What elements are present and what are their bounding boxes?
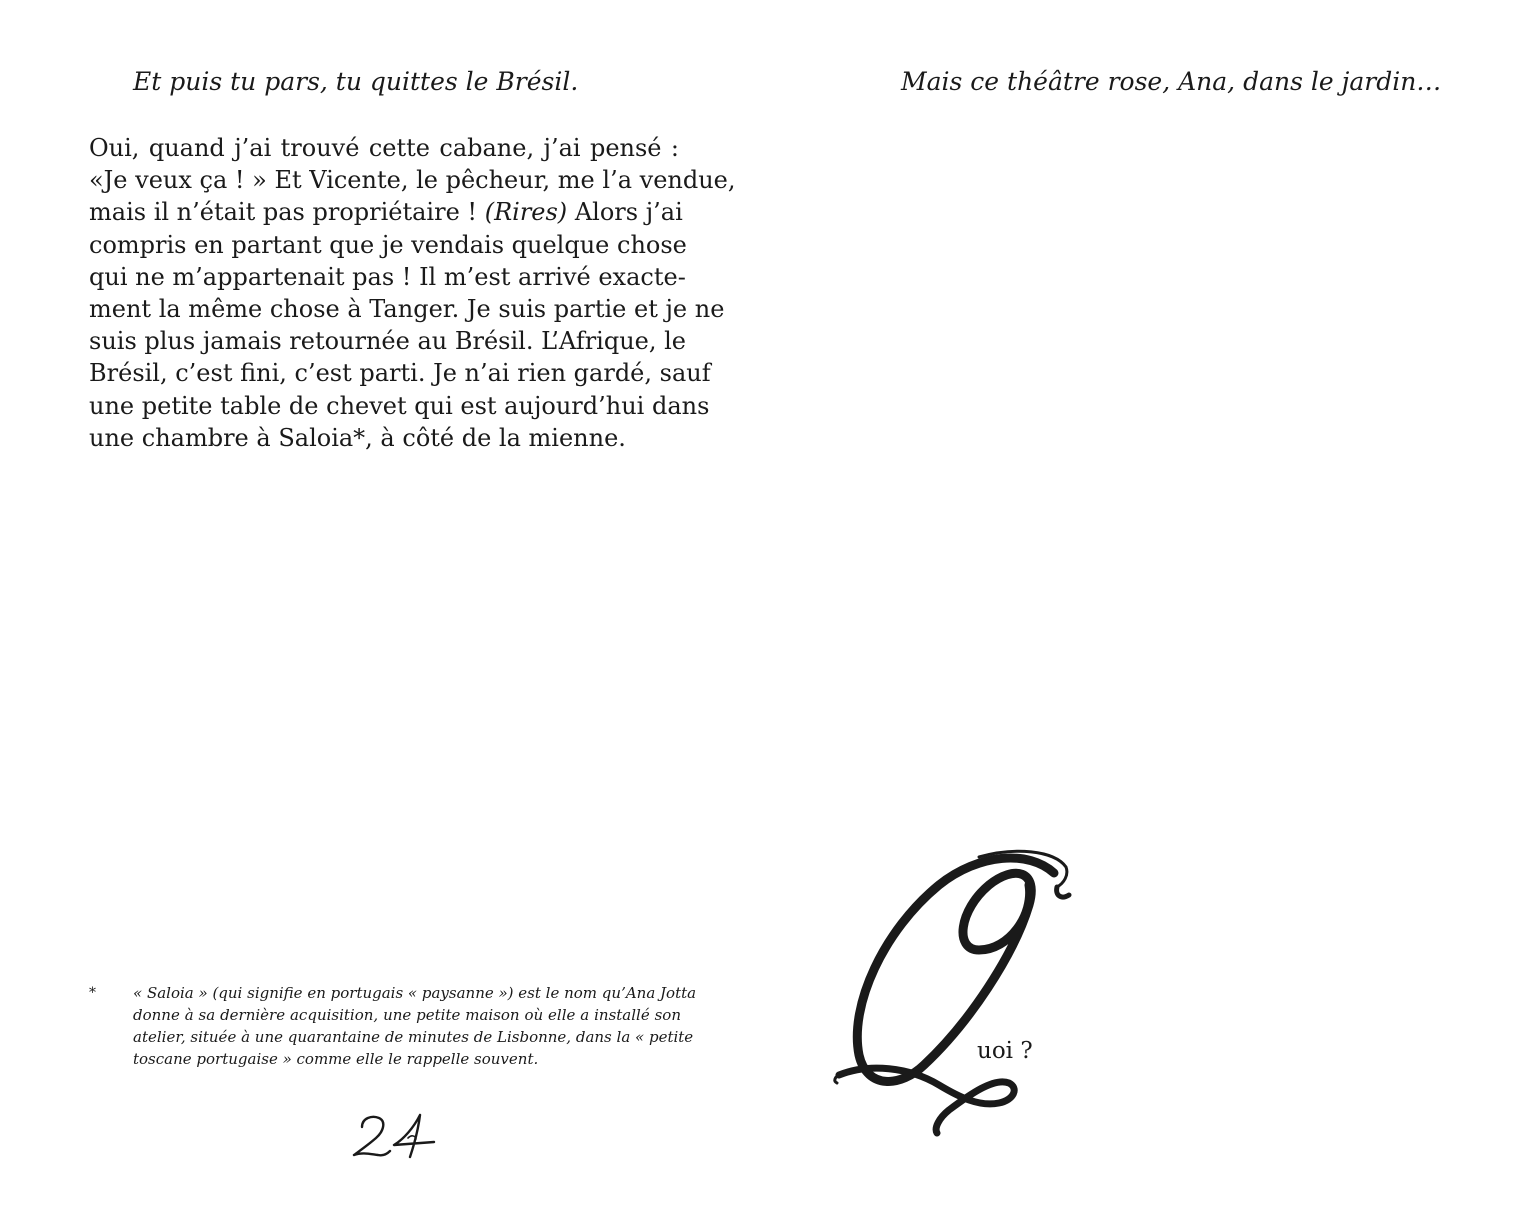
interview-answer — [89, 132, 736, 454]
drop-cap-q — [829, 845, 1079, 1145]
footnote-line: atelier, située à une quarantaine de minutes de Lisbonne, dans la « petite — [133, 1028, 694, 1046]
answer-line-with-stage-direction — [89, 196, 683, 228]
answer-line: une chambre à Saloia*, à côté de la mienne. — [89, 423, 626, 452]
right-page — [767, 0, 1535, 1210]
answer-line: ment la même chose à Tanger. Je suis partie et je ne — [89, 295, 725, 324]
answer-line: compris en partant que je vendais quelque chose — [89, 230, 687, 259]
footnote — [133, 982, 697, 1070]
answer-line: Oui, quand j’ai trouvé cette cabane, j’ai pensé : — [89, 134, 679, 162]
footnote-line: « Saloia » (qui signifie en portugais « paysanne ») est le nom qu’Ana Jotta — [133, 984, 697, 1002]
answer-line: Brésil, c’est fini, c’est parti. Je n’ai rien gardé, sauf — [89, 359, 711, 388]
answer-line-start: mais il n’était pas propriétaire ! — [89, 198, 478, 227]
answer-line: «Je veux ça ! » Et Vicente, le pêcheur, me l’a vendue, — [89, 166, 736, 195]
answer-line: qui ne m’appartenait pas ! Il m’est arrivé exacte- — [89, 262, 686, 291]
footnote-line: toscane portugaise » comme elle le rappelle souvent. — [133, 1050, 539, 1068]
page-number-digit-2 — [354, 1117, 390, 1155]
footnote-marker: * — [89, 985, 96, 1001]
drop-cap-continuation: uoi ? — [977, 1038, 1033, 1064]
interviewer-question: Et puis tu pars, tu quittes le Brésil. — [133, 67, 579, 96]
page-number — [348, 1105, 448, 1165]
interviewer-question: Mais ce théâtre rose, Ana, dans le jardin… — [901, 67, 1442, 96]
stage-direction: (Rires) — [484, 198, 568, 227]
left-page — [0, 0, 767, 1210]
answer-line-end: Alors j’ai — [574, 198, 683, 227]
answer-line: suis plus jamais retournée au Brésil. L’Afrique, le — [89, 327, 687, 356]
answer-line: une petite table de chevet qui est aujourd’hui dans — [89, 391, 710, 420]
footnote-line: donne à sa dernière acquisition, une petite maison où elle a installé son — [133, 1006, 681, 1024]
